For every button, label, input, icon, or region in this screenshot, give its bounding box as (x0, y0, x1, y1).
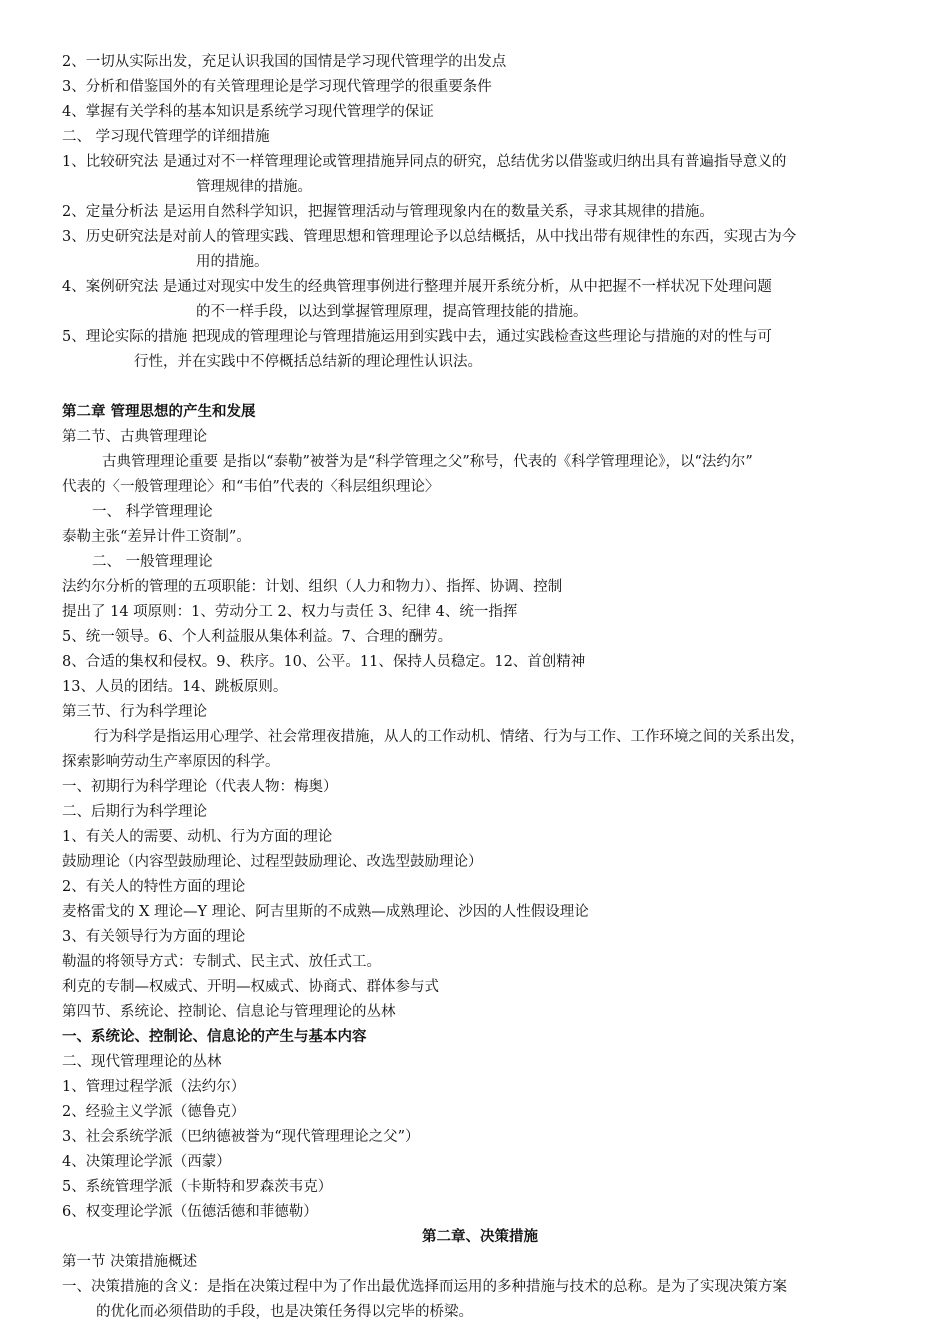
text-line: 一、初期行为科学理论（代表人物：梅奥） (62, 779, 338, 795)
text-line: 4、掌握有关学科的基本知识是系统学习现代管理学的保证 (62, 104, 434, 120)
text-line: 用的措施。 (196, 254, 269, 270)
text-line: 2、定量分析法 是运用自然科学知识，把握管理活动与管理现象内在的数量关系，寻求其规律的措施。 (62, 204, 714, 220)
text-line: 4、决策理论学派（西蒙） (62, 1154, 231, 1170)
text-line: 鼓励理论（内容型鼓励理论、过程型鼓励理论、改选型鼓励理论） (62, 854, 483, 870)
text-line: 8、合适的集权和侵权。9、秩序。10、公平。11、保持人员稳定。12、首创精神 (62, 654, 586, 670)
text-line: 第三节、行为科学理论 (62, 704, 207, 720)
section-heading: 第二章 管理思想的产生和发展 (62, 403, 256, 420)
text-line: 3、分析和借鉴国外的有关管理理论是学习现代管理学的很重要条件 (62, 79, 492, 95)
text-line: 二、后期行为科学理论 (62, 804, 207, 820)
text-line: 法约尔分析的管理的五项职能：计划、组织（人力和物力）、指挥、协调、控制 (62, 579, 563, 595)
text-line: 第二节、古典管理理论 (62, 429, 207, 445)
text-line: 行性，并在实践中不停概括总结新的理论理性认识法。 (134, 354, 482, 370)
text-line: 一、 科学管理理论 (92, 504, 213, 520)
text-line: 第四节、系统论、控制论、信息论与管理理论的丛林 (62, 1004, 396, 1020)
text-line: 勒温的将领导方式：专制式、民主式、放任式工。 (62, 954, 381, 970)
text-line: 3、历史研究法是对前人的管理实践、管理思想和管理理论予以总结概括，从中找出带有规律性的东西，实现古为今 (62, 229, 797, 245)
text-line: 3、有关领导行为方面的理论 (62, 929, 246, 945)
text-line: 二、 一般管理理论 (92, 554, 213, 570)
text-line: 一、决策措施的含义：是指在决策过程中为了作出最优选择而运用的多种措施与技术的总称。是为了实现决策方案 (62, 1279, 787, 1295)
text-line: 探索影响劳动生产率原因的科学。 (62, 754, 280, 770)
text-line: 3、社会系统学派（巴纳德被誉为“现代管理理论之父”） (62, 1129, 420, 1145)
text-line: 13、人员的团结。14、跳板原则。 (62, 679, 288, 695)
section-heading: 一、系统论、控制论、信息论的产生与基本内容 (62, 1028, 367, 1045)
text-line: 行为科学是指运用心理学、社会常理夜措施，从人的工作动机、情绪、行为与工作、工作环境之间的关系出发， (94, 729, 805, 745)
text-line: 4、案例研究法 是通过对现实中发生的经典管理事例进行整理并展开系统分析，从中把握不一样状况下处理问题 (62, 279, 772, 295)
section-heading: 第二章、决策措施 (422, 1228, 538, 1245)
text-line: 二、 学习现代管理学的详细措施 (62, 129, 270, 145)
text-line: 管理规律的措施。 (196, 179, 312, 195)
text-line: 第一节 决策措施概述 (62, 1254, 198, 1270)
text-line: 二、现代管理理论的丛林 (62, 1054, 222, 1070)
text-line: 1、比较研究法 是通过对不一样管理理论或管理措施异同点的研究，总结优劣以借鉴或归纳出具有普遍指导意义的 (62, 154, 787, 170)
text-line: 利克的专制—权威式、开明—权威式、协商式、群体参与式 (62, 979, 439, 995)
text-line: 的不一样手段，以达到掌握管理原理，提高管理技能的措施。 (196, 304, 588, 320)
text-line: 6、权变理论学派（伍德活德和菲德勒） (62, 1204, 318, 1220)
text-line: 2、一切从实际出发，充足认识我国的国情是学习现代管理学的出发点 (62, 54, 507, 70)
text-line: 麦格雷戈的 X 理论—Y 理论、阿吉里斯的不成熟—成熟理论、沙因的人性假设理论 (62, 904, 589, 920)
text-line: 提出了 14 项原则：1、劳动分工 2、权力与责任 3、纪律 4、统一指挥 (62, 604, 518, 620)
text-line: 代表的〈一般管理理论〉和“韦伯”代表的〈科层组织理论〉 (62, 479, 440, 495)
text-line: 的优化而必须借助的手段，也是决策任务得以完毕的桥梁。 (96, 1304, 473, 1320)
text-line: 2、经验主义学派（德鲁克） (62, 1104, 246, 1120)
text-line: 1、有关人的需要、动机、行为方面的理论 (62, 829, 333, 845)
text-line: 5、统一领导。6、个人利益服从集体利益。7、合理的酬劳。 (62, 629, 453, 645)
text-line: 2、有关人的特性方面的理论 (62, 879, 246, 895)
text-line: 古典管理理论重要 是指以“泰勒”被誉为是“科学管理之父”称号，代表的《科学管理理论》，以“法约尔” (102, 454, 753, 470)
text-line: 泰勒主张“差异计件工资制”。 (62, 529, 251, 545)
text-line: 5、系统管理学派（卡斯特和罗森茨韦克） (62, 1179, 333, 1195)
text-line: 5、理论实际的措施 把现成的管理理论与管理措施运用到实践中去，通过实践检查这些理论与措施的对的性与可 (62, 329, 772, 345)
text-line: 1、管理过程学派（法约尔） (62, 1079, 246, 1095)
